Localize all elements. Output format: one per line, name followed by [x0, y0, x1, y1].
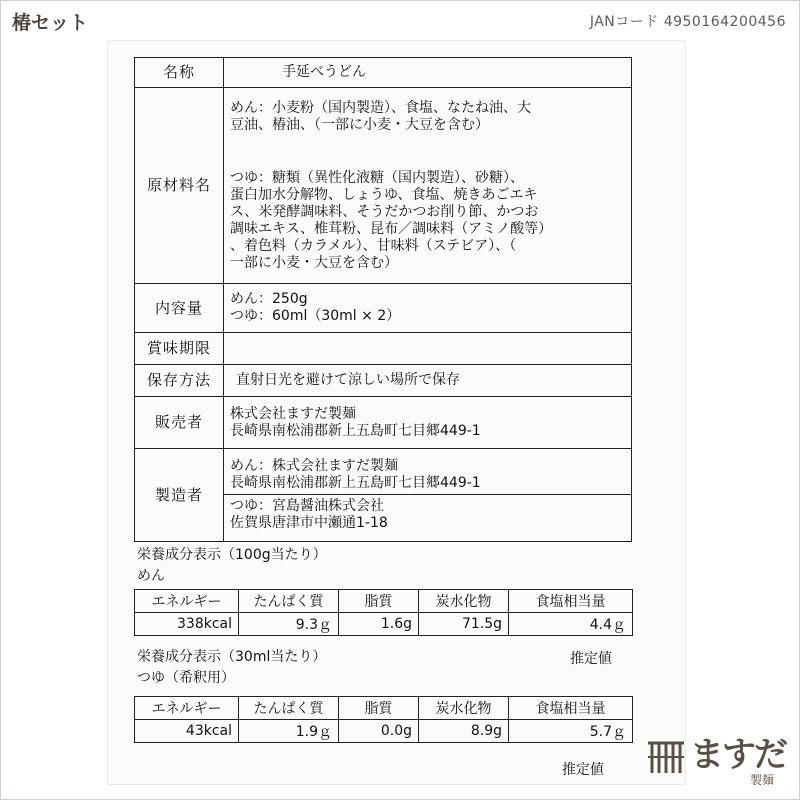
storage-row	[135, 365, 632, 397]
content-line: めん：250g	[230, 291, 308, 307]
storage-label: 保存方法	[135, 365, 224, 397]
product-spec-table	[134, 57, 632, 542]
maker-soup-line: つゆ：宮島醤油株式会社	[230, 498, 384, 514]
maker-label: 製造者	[135, 449, 224, 542]
content-label: 内容量	[135, 284, 224, 333]
content-value	[224, 284, 632, 333]
maker-soup-block	[224, 495, 631, 534]
energy-header: エネルギー	[135, 697, 239, 720]
ingredients-soup-line: 、着色料（カラメル）、甘味料（ステビア）、（	[230, 237, 517, 254]
ingredients-noodle-line: 豆油、椿油、（一部に小麦・大豆を含む）	[230, 116, 489, 133]
maker-noodle-line: 長崎県南松浦郡新上五島町七目郷449-1	[230, 475, 481, 491]
nutrition-noodle-subtitle: めん	[137, 568, 165, 584]
ingredients-row	[135, 88, 632, 284]
jan-code: JANコード 4950164200456	[589, 14, 786, 30]
salt-value: 4.4ｇ	[509, 613, 633, 636]
ingredients-label: 原材料名	[135, 88, 224, 284]
maker-soup-line: 佐賀県唐津市中瀬通1-18	[230, 515, 388, 531]
content-row	[135, 284, 632, 333]
salt-header: 食塩相当量	[509, 697, 633, 720]
name-label: 名称	[135, 58, 224, 88]
protein-value: 1.9ｇ	[239, 720, 339, 743]
fat-header: 脂質	[339, 697, 419, 720]
seller-label: 販売者	[135, 397, 224, 449]
nutrition-soup-subtitle: つゆ（希釈用）	[137, 670, 235, 686]
nutrition-header-row	[135, 590, 633, 613]
maker-noodle-block	[224, 456, 631, 495]
protein-value: 9.3ｇ	[239, 613, 339, 636]
best-before-label: 賞味期限	[135, 333, 224, 365]
best-before-row	[135, 333, 632, 365]
seller-row	[135, 397, 632, 449]
nutrition-soup-table	[134, 696, 633, 743]
noodle-rack-icon	[646, 737, 686, 777]
maker-row	[135, 449, 632, 542]
carb-value: 8.9g	[419, 720, 509, 743]
fat-value: 1.6g	[339, 613, 419, 636]
ingredients-value	[224, 88, 632, 284]
protein-header: たんぱく質	[239, 697, 339, 720]
nutrition-noodle-title: 栄養成分表示（100g当たり）	[137, 547, 327, 563]
brand-logo	[646, 727, 796, 791]
content-line: つゆ：60ml（30ml × 2）	[230, 308, 401, 324]
energy-value: 338kcal	[135, 613, 239, 636]
name-row	[135, 58, 632, 88]
nutrition-header-row	[135, 697, 633, 720]
brand-logo-subtext: 製麺	[750, 773, 775, 787]
ingredients-noodle-line: めん：小麦粉（国内製造）、食塩、なたね油、大	[230, 99, 531, 116]
ingredients-soup-line: 一部に小麦・大豆を含む）	[230, 254, 398, 271]
nutrition-soup-note: 推定値	[562, 762, 604, 778]
name-value: 手延べうどん	[224, 58, 632, 88]
energy-value: 43kcal	[135, 720, 239, 743]
ingredients-spacer	[230, 134, 627, 170]
brand-logo-text: ますだ	[690, 735, 786, 775]
nutrition-noodle-note: 推定値	[570, 651, 612, 667]
ingredients-soup-line: つゆ：糖類（異性化液糖（国内製造）、砂糖）、	[230, 169, 524, 186]
ingredients-soup-line: ス、米発酵調味料、そうだかつお削り節、かつお	[230, 203, 539, 220]
best-before-value	[224, 333, 632, 365]
maker-noodle-line: めん：株式会社ますだ製麺	[230, 458, 398, 474]
salt-value: 5.7ｇ	[509, 720, 633, 743]
carb-header: 炭水化物	[419, 697, 509, 720]
maker-value	[224, 449, 632, 542]
ingredients-soup-line: 蛋白加水分解物、しょうゆ、食塩、焼きあごエキ	[230, 186, 538, 203]
ingredients-soup-line: 調味エキス、椎茸粉、昆布／調味料（アミノ酸等）	[230, 220, 553, 237]
storage-value: 直射日光を避けて涼しい場所で保存	[224, 365, 632, 397]
protein-header: たんぱく質	[239, 590, 339, 613]
seller-line: 株式会社ますだ製麺	[230, 405, 356, 422]
seller-line: 長崎県南松浦郡新上五島町七目郷449-1	[230, 422, 481, 439]
energy-header: エネルギー	[135, 590, 239, 613]
nutrition-value-row	[135, 720, 633, 743]
nutrition-soup-title: 栄養成分表示（30ml当たり）	[137, 649, 327, 665]
salt-header: 食塩相当量	[509, 590, 633, 613]
carb-value: 71.5g	[419, 613, 509, 636]
seller-value	[224, 397, 632, 449]
carb-header: 炭水化物	[419, 590, 509, 613]
nutrition-value-row	[135, 613, 633, 636]
set-title: 椿セット	[12, 12, 89, 34]
fat-header: 脂質	[339, 590, 419, 613]
fat-value: 0.0g	[339, 720, 419, 743]
nutrition-noodle-table	[134, 589, 633, 636]
